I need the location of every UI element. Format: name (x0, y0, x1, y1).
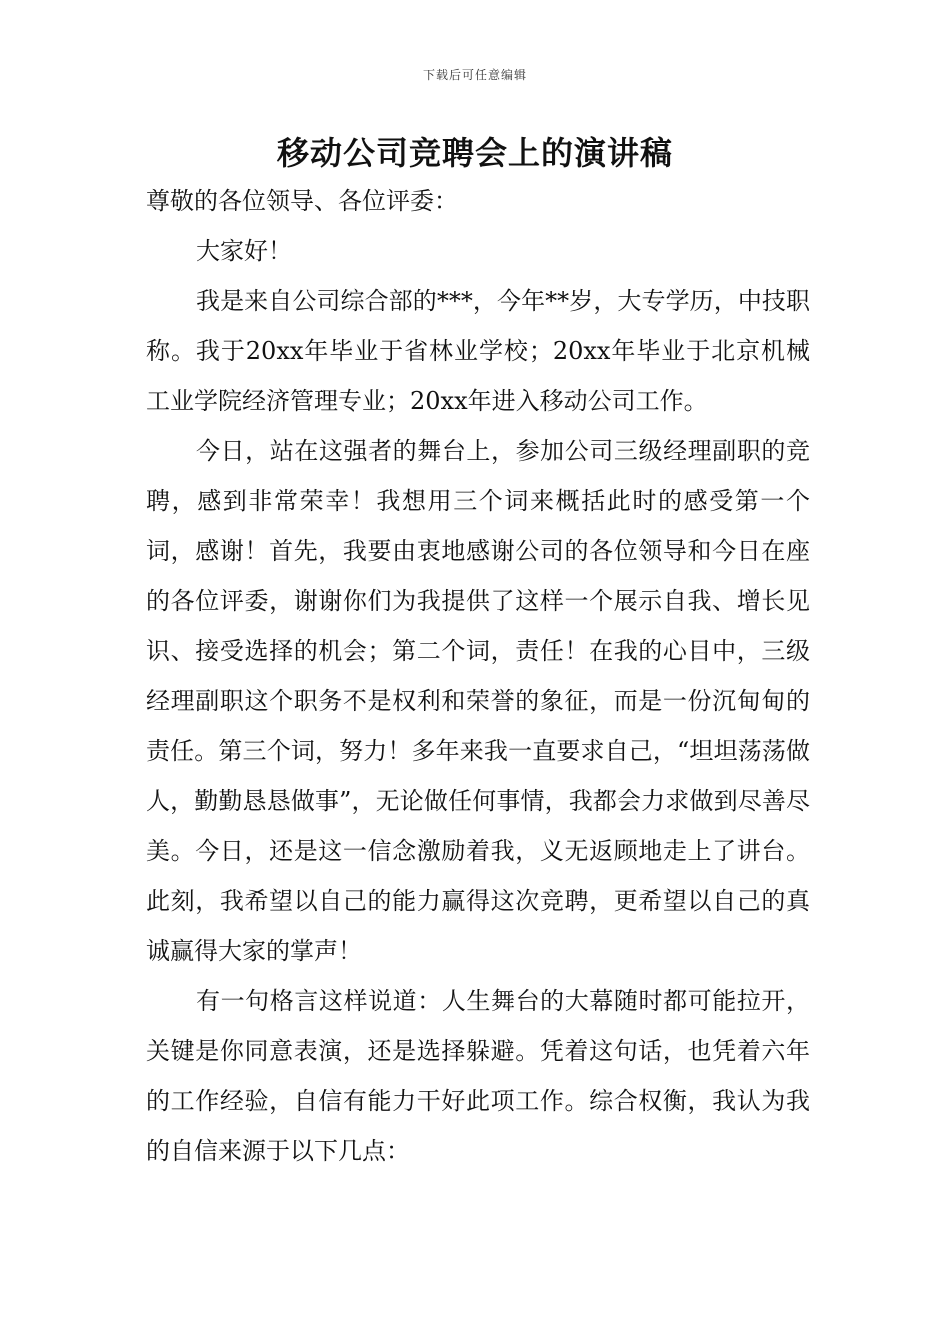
salutation: 尊敬的各位领导、各位评委： (146, 187, 458, 215)
paragraph-self-intro: 我是来自公司综合部的***，今年**岁，大专学历，中技职称。我于20xx年毕业于省林业学校；20xx年毕业于北京机械工业学院经济管理专业；20xx年进入移动公司工作。 (146, 287, 810, 415)
paragraph-motto: 有一句格言这样说道：人生舞台的大幕随时都可能拉开，关键是你同意表演，还是选择躲避。凭着这句话，也凭着六年的工作经验，自信有能力干好此项工作。综合权衡，我认为我的自信来源于以下几点： (146, 987, 810, 1165)
document-body (146, 176, 810, 1176)
paragraph-greeting: 大家好！ (196, 237, 292, 265)
document-title: 移动公司竞聘会上的演讲稿 (276, 134, 673, 172)
header-note: 下载后可任意编辑 (422, 68, 527, 82)
paragraph-three-words: 今日，站在这强者的舞台上，参加公司三级经理副职的竞聘，感到非常荣幸！我想用三个词来概括此时的感受第一个词，感谢！首先，我要由衷地感谢公司的各位领导和今日在座的各位评委，谢谢你们为我提供了这样一个展示自我、增长见识、接受选择的机会；第二个词，责任！在我的心目中，三级经理副职这个职务不是权利和荣誉的象征，而是一份沉甸甸的责任。第三个词，努力！多年来我一直要求自己，“坦坦荡荡做人，勤勤恳恳做事”，无论做任何事情，我都会力求做到尽善尽美。今日，还是这一信念激励着我，义无返顾地走上了讲台。此刻，我希望以自己的能力赢得这次竞聘，更希望以自己的真诚赢得大家的掌声！ (146, 437, 810, 965)
